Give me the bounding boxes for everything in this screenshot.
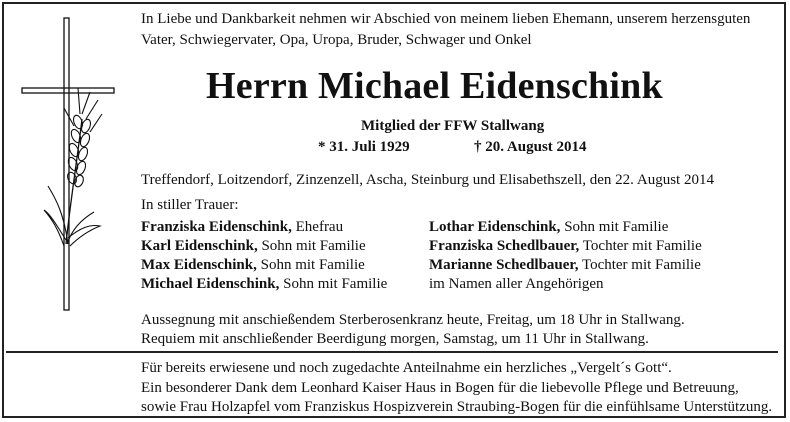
mourner-name: Marianne Schedlbauer, <box>429 257 579 273</box>
mourner-name: Lothar Eidenschink, <box>429 219 561 235</box>
thanks-line-1: Für bereits erwiesene und noch zugedachte Anteilnahme ein herzliches „Vergelt´s Gott“. <box>141 360 672 376</box>
mourner-entry <box>141 275 387 293</box>
mourner-relation: Ehefrau <box>295 219 344 235</box>
mourner-name: Max Eidenschink, <box>141 257 257 273</box>
mourner-entry <box>429 275 604 293</box>
mourner-name: Karl Eidenschink, <box>141 238 258 254</box>
mourner-entry <box>141 256 365 274</box>
service-line-2: Requiem mit anschließender Beerdigung morgen, Samstag, um 11 Uhr in Stallwang. <box>141 331 649 347</box>
mourning-heading: In stiller Trauer: <box>141 197 239 213</box>
mourner-name: Franziska Schedlbauer, <box>429 238 580 254</box>
mourner-entry <box>429 237 702 255</box>
place-date: Treffendorf, Loitzendorf, Zinzenzell, Ascha, Steinburg und Elisabethszell, den 22. August 2014 <box>141 172 714 188</box>
service-line-1: Aussegnung mit anschießendem Sterberosenkranz heute, Freitag, um 18 Uhr in Stallwang. <box>141 312 685 328</box>
cross-with-wheat-icon <box>20 14 120 314</box>
mourner-relation: Sohn mit Familie <box>260 257 365 273</box>
mourner-entry <box>141 218 343 236</box>
mourner-relation: Tochter mit Familie <box>582 238 702 254</box>
mourner-relation: Tochter mit Familie <box>581 257 701 273</box>
mourner-relation: Sohn mit Familie <box>283 276 388 292</box>
mourner-name: Franziska Eidenschink, <box>141 219 292 235</box>
mourner-relation: im Namen aller Angehörigen <box>429 276 604 292</box>
mourner-name: Michael Eidenschink, <box>141 276 280 292</box>
birth-date: * 31. Juli 1929 <box>318 139 410 155</box>
thanks-line-3: sowie Frau Holzapfel vom Franziskus Hospizverein Straubing-Bogen für die einfühlsame Unterstützung. <box>141 399 773 415</box>
mourner-entry <box>429 218 668 236</box>
death-date: † 20. August 2014 <box>474 139 587 155</box>
thanks-line-2: Ein besonderer Dank dem Leonhard Kaiser Haus in Bogen für die liebevolle Pflege und Betreuung, <box>141 380 739 396</box>
membership: Mitglied der FFW Stallwang <box>361 118 545 134</box>
intro-line-1: In Liebe und Dankbarkeit nehmen wir Abschied von meinem lieben Ehemann, unserem herzensguten <box>141 11 751 27</box>
mourner-relation: Sohn mit Familie <box>261 238 366 254</box>
mourner-entry <box>141 237 366 255</box>
deceased-name: Herrn Michael Eidenschink <box>206 65 663 107</box>
intro-line-2: Vater, Schwiegervater, Opa, Uropa, Bruder, Schwager und Onkel <box>141 32 532 48</box>
mourner-entry <box>429 256 701 274</box>
mourner-relation: Sohn mit Familie <box>564 219 669 235</box>
divider <box>6 351 778 353</box>
